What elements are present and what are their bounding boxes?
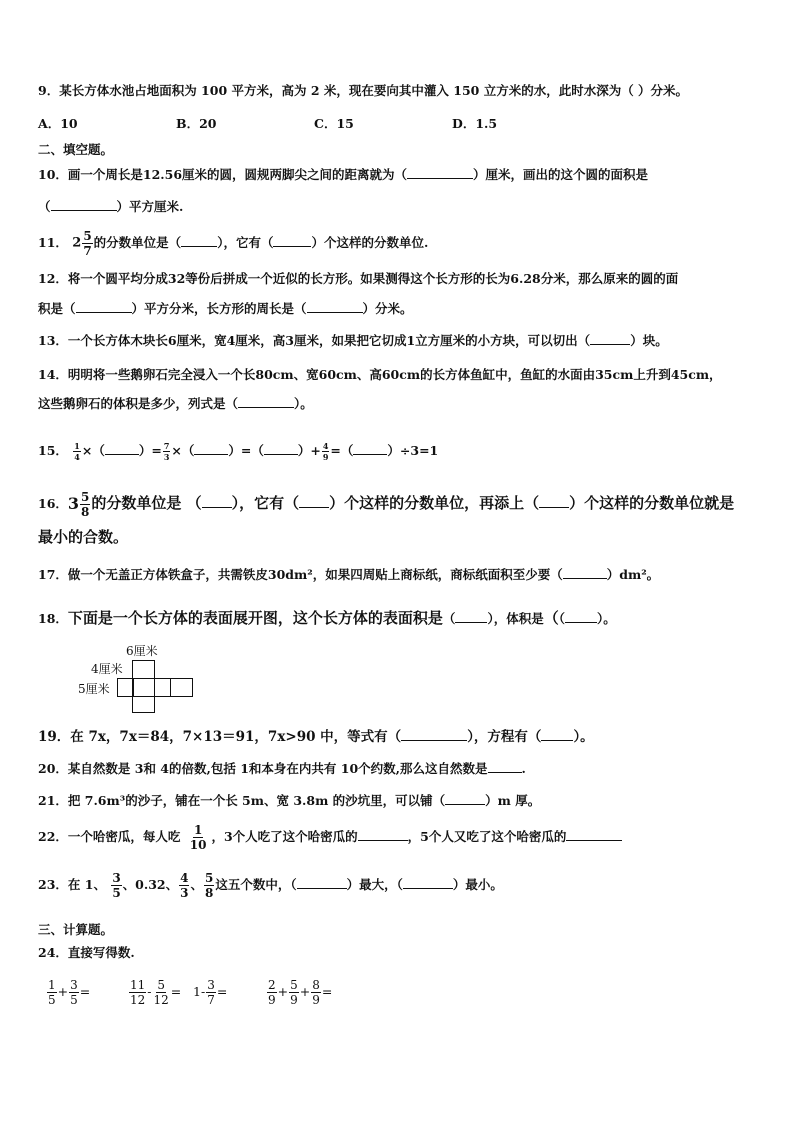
answer-blank[interactable] (76, 300, 132, 313)
question-10-line2: （ ）平方厘米. (38, 199, 184, 214)
answer-blank[interactable] (445, 792, 485, 805)
answer-blank[interactable] (566, 828, 622, 841)
answer-blank[interactable] (202, 495, 232, 508)
question-19: 19．在 7x，7x＝84，7×13＝91，7x>90 中，等式有（ ），方程有（ ）。 (38, 729, 594, 745)
answer-blank[interactable] (353, 442, 387, 455)
q9-option-c[interactable]: C．15 (314, 116, 354, 131)
question-16-line2: 最小的合数。 (38, 528, 129, 546)
answer-blank[interactable] (299, 495, 329, 508)
answer-blank[interactable] (403, 876, 453, 889)
section-2-title: 二、填空题。 (38, 142, 114, 157)
answer-blank[interactable] (238, 395, 294, 408)
answer-blank[interactable] (590, 332, 630, 345)
net-label-mid: 4厘米 (91, 662, 123, 676)
question-11: 11． 2 $\frac{5}{7}$ 的分数单位是（ ），它有（ ）个这样的分数单位. (38, 229, 429, 258)
question-16: 16．3 $\frac{5}{8}$ 的分数单位是 （ ），它有（ ）个这样的分数单位，再添上（ ）个这样的分数单位就是 (38, 489, 735, 519)
net-label-left: 5厘米 (78, 682, 110, 696)
answer-blank[interactable] (565, 610, 597, 623)
question-18: 18．下面是一个长方体的表面展开图，这个长方体的表面积是（ ），体积是（（ ）。 (38, 609, 616, 627)
net-label-top: 6厘米 (126, 644, 158, 658)
question-23: 23．在 1、 $\frac{3}{5}$ 、0.32、 $\frac{4}{3}$ 、 $\frac{5}{8}$ 这五个数中，（ ）最大，（ ）最小。 (38, 871, 503, 900)
answer-blank[interactable] (105, 442, 139, 455)
question-12: 12．将一个圆平均分成32等份后拼成一个近似的长方形。如果测得这个长方形的长为6.28分米，那么原来的圆的面 (38, 271, 679, 286)
answer-blank[interactable] (273, 234, 311, 247)
question-14: 14．明明将一些鹅卵石完全浸入一个长80cm、宽60cm、高60cm的长方体鱼缸中，鱼缸的水面由35cm上升到45cm， (38, 367, 722, 382)
answer-blank[interactable] (539, 495, 569, 508)
q9-option-d[interactable]: D．1.5 (452, 116, 498, 131)
question-24: 24．直接写得数. (38, 945, 135, 960)
answer-blank[interactable] (401, 728, 467, 741)
q24-expression-1: $\frac{1}{5}$ + $\frac{3}{5}$ = (48, 978, 91, 1007)
answer-blank[interactable] (181, 234, 217, 247)
answer-blank[interactable] (455, 610, 487, 623)
answer-blank[interactable] (307, 300, 363, 313)
q9-option-b[interactable]: B．20 (176, 116, 217, 131)
question-20: 20．某自然数是 3和 4的倍数,包括 1和本身在内共有 10个约数,那么这自然数是 . (38, 761, 526, 776)
net-face (154, 678, 171, 697)
answer-blank[interactable] (541, 728, 573, 741)
question-10: 10．画一个周长是12.56厘米的圆，圆规两脚尖之间的距离就为（ ）厘米，画出的这个圆的面积是 (38, 167, 649, 182)
net-face (132, 696, 155, 713)
answer-blank[interactable] (297, 876, 347, 889)
answer-blank[interactable] (264, 442, 298, 455)
answer-blank[interactable] (563, 566, 607, 579)
question-12-line2: 积是（ ）平方分米，长方形的周长是（ ）分米。 (38, 301, 413, 316)
question-21: 21．把 7.6m³的沙子，铺在一个长 5m、宽 3.8m 的沙坑里，可以铺（ ）m 厚。 (38, 793, 541, 808)
question-15: 15． $\frac{1}{4}$ ×（ ）= $\frac{7}{3}$ ×（ ）=（ ）+ $\frac{4}{9}$ =（ ）÷3=1 (38, 441, 439, 462)
net-face (132, 678, 155, 697)
answer-blank[interactable] (488, 760, 522, 773)
answer-blank[interactable] (407, 166, 473, 179)
q9-option-a[interactable]: A．10 (38, 116, 78, 131)
question-13: 13．一个长方体木块长6厘米，宽4厘米，高3厘米，如果把它切成1立方厘米的小方块，可以切出（ ）块。 (38, 333, 668, 348)
section-3-title: 三、计算题。 (38, 922, 114, 937)
question-17: 17．做一个无盖正方体铁盒子，共需铁皮30dm²，如果四周贴上商标纸，商标纸面积至少要（ ）dm²。 (38, 567, 660, 582)
answer-blank[interactable] (51, 198, 117, 211)
answer-blank[interactable] (358, 828, 408, 841)
question-14-line2: 这些鹅卵石的体积是多少，列式是（ ）。 (38, 396, 313, 411)
q24-expression-3: 1- $\frac{3}{7}$ = (193, 978, 228, 1007)
net-face (132, 660, 155, 679)
q24-expression-4: $\frac{2}{9}$ + $\frac{5}{9}$ + $\frac{8}{9}$ = (268, 978, 333, 1007)
net-face (170, 678, 193, 697)
answer-blank[interactable] (194, 442, 228, 455)
question-9: 9．某长方体水池占地面积为 100 平方米，高为 2 米，现在要向其中灌入 150 立方米的水，此时水深为（ ）分米。 (38, 83, 689, 98)
question-22: 22．一个哈密瓜，每人吃 $\frac{1}{10}$ ，3个人吃了这个哈密瓜的 ，5个人又吃了这个哈密瓜的 (38, 822, 622, 852)
q24-expression-2: $\frac{11}{12}$ - $\frac{5}{12}$ = (130, 978, 182, 1007)
